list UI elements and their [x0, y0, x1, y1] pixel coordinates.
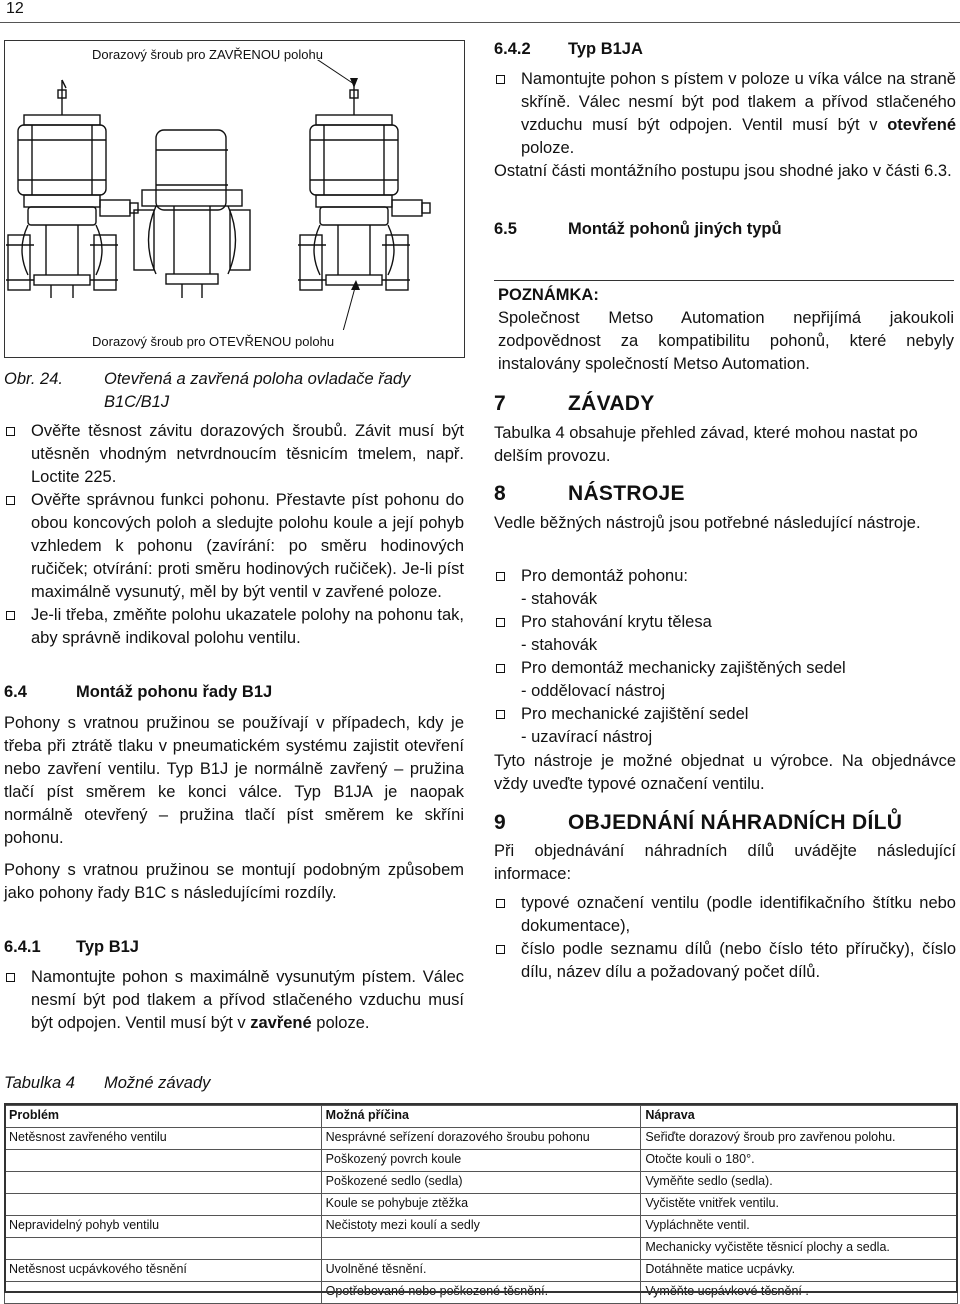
- b1ja-bullet-bold: otevřené: [887, 116, 956, 134]
- section-6-4-2-title: Typ B1JA: [568, 40, 643, 58]
- right-actuator: [298, 80, 430, 290]
- b1ja-bullet: [494, 68, 956, 160]
- section-6-4-2-body: [494, 68, 956, 183]
- b1j-bullet-end: poloze.: [311, 1014, 370, 1032]
- section-9-title: OBJEDNÁNÍ NÁHRADNÍCH DÍLŮ: [568, 811, 903, 834]
- section-6-5-title: Montáž pohonů jiných typů: [568, 220, 782, 238]
- section-9-number: 9: [494, 811, 506, 834]
- table-cell: Poškozené sedlo (sedla): [321, 1172, 641, 1194]
- figure-caption-number: Obr. 24.: [4, 370, 63, 388]
- parts-info-2: číslo podle seznamu dílů (nebo číslo této příručky), číslo dílu, název dílu a požadovaný počet dílů.: [494, 938, 956, 984]
- b1ja-bullet-end: poloze.: [521, 139, 575, 157]
- left-column: [4, 420, 464, 650]
- tool-item-4: Pro mechanické zajištění sedel: [494, 703, 956, 726]
- b1ja-bullet-text: Namontujte pohon s pístem v poloze u víka válce na straně skříně. Válec nesmí být pod tlakem a přívod stlačeného vzduchu musí být odpojen. Ventil musí být v: [521, 70, 956, 134]
- leader-closed: [306, 60, 354, 84]
- figure-label-open: Dorazový šroub pro OTEVŘENOU polohu: [92, 334, 335, 349]
- b1j-bullet: [4, 966, 464, 1035]
- tool-sub-4: - uzavírací nástroj: [521, 728, 653, 746]
- section-6-4-paragraph-1: Pohony s vratnou pružinou se používají v případech, kdy je třeba při ztrátě tlaku v pneumatickém systému zajistit otevření nebo zavření ventilu. Typ B1J je normálně zavřený – pružina tlačí píst směrem ke konci válce. Typ B1JA je naopak normálně otevřený – pružina tlačí píst směrem ke skříni pohonu.: [4, 714, 464, 847]
- table-cell: Poškozený povrch koule: [321, 1150, 641, 1172]
- tool-sub-1: - stahovák: [521, 590, 598, 608]
- table-caption-text: Možné závady: [104, 1074, 211, 1092]
- note-rule: [494, 280, 954, 281]
- section-9-text: Při objednávání náhradních dílů uvádějte následující informace:: [494, 842, 956, 883]
- table-cell: [5, 1238, 322, 1260]
- table-cell: Vyměňte ucpávkové těsnění .: [641, 1282, 958, 1304]
- tool-sub-2: - stahovák: [521, 636, 598, 654]
- table-row: [5, 1194, 958, 1216]
- section-7-title: ZÁVADY: [568, 392, 655, 415]
- b1j-bullet-bold: zavřené: [250, 1014, 312, 1032]
- section-6-5-number: 6.5: [494, 220, 517, 238]
- b1j-bullet-text: Namontujte pohon s maximálně vysunutým pístem. Válec nesmí být pod tlakem a přívod stlačeného vzduchu musí být odpojen. Ventil musí být v: [31, 968, 464, 1032]
- table-cell: Vyčistěte vnitřek ventilu.: [641, 1194, 958, 1216]
- table-cell: Netěsnost ucpávkového těsnění: [5, 1260, 322, 1282]
- b1ja-other-steps: Ostatní části montážního postupu jsou shodné jako v části 6.3.: [494, 162, 952, 180]
- table-cell: [5, 1150, 322, 1172]
- tools-list: [494, 565, 956, 749]
- table-row: [5, 1150, 958, 1172]
- table-cell: Uvolněné těsnění.: [321, 1260, 641, 1282]
- parts-info-list: [494, 892, 956, 984]
- table-cell: [321, 1238, 641, 1260]
- section-6-4-number: 6.4: [4, 683, 27, 701]
- tool-item-3: Pro demontáž mechanicky zajištěných sedel: [494, 657, 956, 680]
- table-row: [5, 1238, 958, 1260]
- faults-table: [4, 1105, 958, 1304]
- section-7-number: 7: [494, 392, 506, 415]
- header-remedy: Náprava: [641, 1106, 958, 1128]
- arrow-closed: [350, 78, 358, 88]
- table-cell: Opotřebované nebo poškozené těsnění.: [321, 1282, 641, 1304]
- table-row: [5, 1128, 958, 1150]
- table-cell: Vyměňte sedlo (sedla).: [641, 1172, 958, 1194]
- table-cell: Dotáhněte matice ucpávky.: [641, 1260, 958, 1282]
- section-6-4-1-title: Typ B1J: [76, 938, 139, 956]
- table-cell: Nesprávné seřízení dorazového šroubu pohonu: [321, 1128, 641, 1150]
- table-cell: [5, 1282, 322, 1304]
- header-cause: Možná příčina: [321, 1106, 641, 1128]
- section-6-4-2-number: 6.4.2: [494, 40, 531, 58]
- tools-order-text: Tyto nástroje je možné objednat u výrobce. Na objednávce vždy uveďte typové označení ventilu.: [494, 752, 956, 793]
- tool-sub-3: - oddělovací nástroj: [521, 682, 665, 700]
- table-cell: Mechanicky vyčistěte těsnicí plochy a sedla.: [641, 1238, 958, 1260]
- table-cell: Netěsnost zavřeného ventilu: [5, 1128, 322, 1150]
- section-6-4-title: Montáž pohonu řady B1J: [76, 683, 273, 701]
- page-number: 12: [6, 0, 24, 17]
- figure-label-closed: Dorazový šroub pro ZAVŘENOU polohu: [92, 47, 323, 62]
- table-row: [5, 1216, 958, 1238]
- note-box: [498, 284, 954, 376]
- left-actuator: [6, 80, 138, 298]
- section-6-4-body: [4, 712, 464, 905]
- table-cell: Nečistoty mezi koulí a sedly: [321, 1216, 641, 1238]
- middle-valve: [134, 130, 250, 298]
- table-cell: Nepravidelný pohyb ventilu: [5, 1216, 322, 1238]
- table-header-row: [5, 1106, 958, 1128]
- header-rule: [0, 22, 960, 23]
- table-cell: Otočte kouli o 180°.: [641, 1150, 958, 1172]
- table-cell: [5, 1194, 322, 1216]
- table-cell: [5, 1172, 322, 1194]
- section-8-number: 8: [494, 482, 506, 505]
- section-6-4-paragraph-2: Pohony s vratnou pružinou se montují podobným způsobem jako pohony řady B1C s následujícími rozdíly.: [4, 861, 464, 902]
- check-bullet-2: Ověřte správnou funkci pohonu. Přestavte píst pohonu do obou koncových poloh a sledujte polohu koule a její pohyb vzhledem k pohonu (zavírání: po směru hodinových ručiček; otvírání: proti směru hodinových ručiček). Je-li píst maximálně vysunutý, měl by být ventil v zavřené poloze.: [4, 489, 464, 604]
- tool-item-1: Pro demontáž pohonu:: [494, 565, 956, 588]
- header-problem: Problém: [5, 1106, 322, 1128]
- actuator-drawing: [6, 60, 456, 330]
- parts-info-1: typové označení ventilu (podle identifikačního štítku nebo dokumentace),: [494, 892, 956, 938]
- table-cell: Seřiďte dorazový šroub pro zavřenou polohu.: [641, 1128, 958, 1150]
- table-row: [5, 1172, 958, 1194]
- section-8-text: Vedle běžných nástrojů jsou potřebné následující nástroje.: [494, 514, 921, 532]
- section-6-4-1-number: 6.4.1: [4, 938, 41, 956]
- figure-caption-text: Otevřená a zavřená poloha ovladače řady B1C/B1J: [104, 370, 411, 411]
- note-title: POZNÁMKA:: [498, 286, 599, 304]
- section-6-4-1-body: [4, 966, 464, 1035]
- leader-open: [342, 284, 356, 330]
- section-8-title: NÁSTROJE: [568, 482, 685, 505]
- tool-item-2: Pro stahování krytu tělesa: [494, 611, 956, 634]
- section-7-text: Tabulka 4 obsahuje přehled závad, které mohou nastat po delším provozu.: [494, 424, 918, 465]
- table-caption-number: Tabulka 4: [4, 1074, 75, 1092]
- check-bullet-1: Ověřte těsnost závitu dorazových šroubů. Závit musí být utěsněn vhodným netvrdnoucím těsnicím tmelem, např. Loctite 225.: [4, 420, 464, 489]
- note-text: Společnost Metso Automation nepřijímá jakoukoli zodpovědnost za kompatibilitu pohonů, které nebyly instalovány společností Metso Automation.: [498, 309, 954, 373]
- table-cell: Vypláchněte ventil.: [641, 1216, 958, 1238]
- table-row: [5, 1282, 958, 1304]
- check-bullet-3: Je-li třeba, změňte polohu ukazatele polohy na pohonu tak, aby správně indikoval polohu ventilu.: [4, 604, 464, 650]
- table-cell: Koule se pohybuje ztěžka: [321, 1194, 641, 1216]
- table-row: [5, 1260, 958, 1282]
